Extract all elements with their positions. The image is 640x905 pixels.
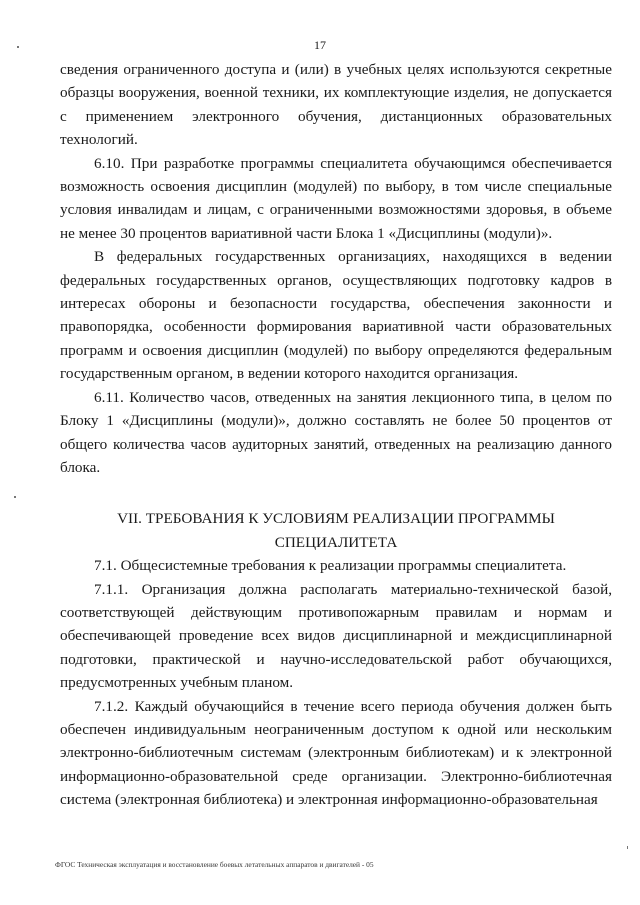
paragraph-federal-organizations: В федеральных государственных организациях, находящихся в ведении федеральных государственных органов, осуществляющих подготовку кадров в интересах обороны и безопасности государства, обеспечения законности и правопорядка, особенности формирования вариативной части образовательных программ и освоения дисциплин (модулей) по выбору определяются федеральным государственным органом, в ведении которого находится организация. <box>60 248 612 383</box>
page-footer: ФГОС Техническая эксплуатация и восстановление боевых летательных аппаратов и двигателей - 05 <box>55 860 374 869</box>
scan-speck <box>14 496 16 498</box>
paragraph-7-1-2: 7.1.2. Каждый обучающийся в течение всего периода обучения должен быть обеспечен индивидуальным неограниченным доступом к одной или нескольким электронно-библиотечным системам (электронным библиотекам) и к электронной информационно-образовательной среде организации. Электронно-библиотечная система (электронная библиотека) и электронная информационно-образовательная <box>60 697 612 809</box>
paragraph-7-1: 7.1. Общесистемные требования к реализации программы специалитета. <box>94 557 567 575</box>
section-heading-line-1: VII. ТРЕБОВАНИЯ К УСЛОВИЯМ РЕАЛИЗАЦИИ ПРОГРАММЫ <box>117 510 555 528</box>
paragraph-7-1-1: 7.1.1. Организация должна располагать материально-технической базой, соответствующей действующим противопожарным правилам и нормам и обеспечивающей проведение всех видов дисциплинарной и междисциплинарной подготовки, практической и научно-исследовательской работ обучающихся, предусмотренных учебным планом. <box>60 580 612 692</box>
document-body <box>60 58 612 812</box>
page-number: 17 <box>314 38 326 52</box>
paragraph-continuation: сведения ограниченного доступа и (или) в учебных целях используются секретные образцы вооружения, военной техники, их комплектующие изделия, не допускается с применением электронного обучения, дистанционных образовательных технологий. <box>60 61 612 149</box>
section-heading-line-2: СПЕЦИАЛИТЕТА <box>274 533 398 551</box>
paragraph-6-10: 6.10. При разработке программы специалитета обучающимся обеспечивается возможность освоения дисциплин (модулей) по выбору, в том числе специальные условия инвалидам и лицам, с ограниченными возможностями здоровья, в объеме не менее 30 процентов вариативной части Блока 1 «Дисциплины (модули)». <box>60 154 612 242</box>
paragraph-6-11: 6.11. Количество часов, отведенных на занятия лекционного типа, в целом по Блоку 1 «Дисциплины (модули)», должно составлять не более 50 процентов от общего количества часов аудиторных занятий, отведенных на реализацию данного блока. <box>60 388 612 476</box>
section-heading <box>60 507 612 554</box>
scan-speck <box>627 846 628 849</box>
